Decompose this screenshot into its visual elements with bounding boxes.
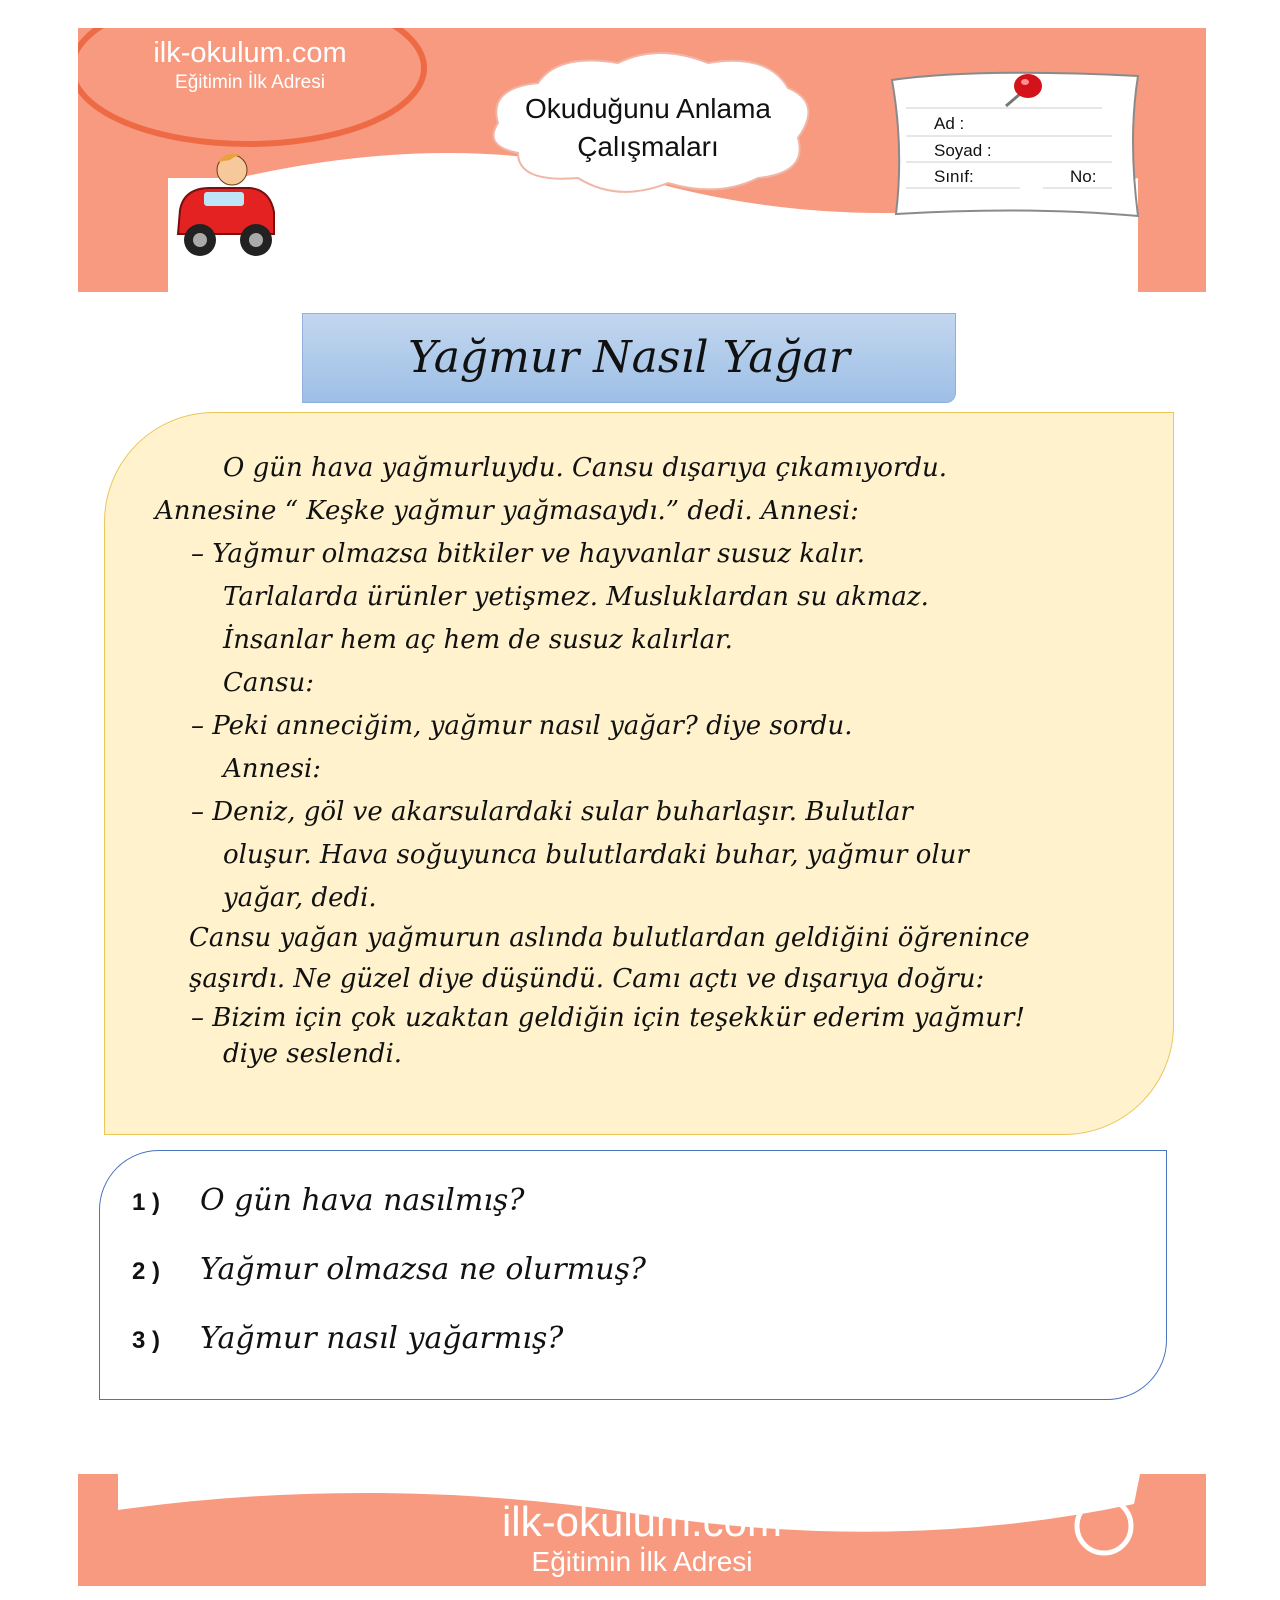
story-line: İnsanlar hem aç hem de susuz kalırlar.	[223, 625, 733, 655]
story-line: Annesi:	[223, 754, 322, 784]
footer-site-tagline: Eğitimin İlk Adresi	[531, 1546, 753, 1577]
story-title: Yağmur Nasıl Yağar	[408, 332, 850, 383]
worksheet-title-line-1: Okuduğunu Anlama	[525, 93, 771, 124]
question-text: Yağmur olmazsa ne olurmuş?	[200, 1252, 647, 1287]
question-text: O gün hava nasılmış?	[200, 1183, 525, 1218]
story-line: – Bizim için çok uzaktan geldiğin için teşekkür ederim yağmur!	[191, 1003, 1025, 1033]
surname-field-label: Soyad :	[934, 141, 992, 160]
story-line: O gün hava yağmurluydu. Cansu dışarıya çıkamıyordu.	[223, 453, 948, 483]
story-line: yağar, dedi.	[223, 883, 377, 913]
footer-site-name: ilk-okulum.com	[501, 1498, 783, 1545]
story-line: şaşırdı. Ne güzel diye düşündü. Camı açtı ve dışarıya doğru:	[189, 964, 985, 994]
push-pin-icon	[996, 68, 1046, 112]
story-line: Annesine “ Keşke yağmur yağmasaydı.” dedi. Annesi:	[155, 496, 859, 526]
story-line: diye seslendi.	[223, 1039, 403, 1069]
page-footer	[78, 1474, 1206, 1586]
question-number: 3 )	[132, 1327, 161, 1354]
site-tagline: Eğitimin İlk Adresi	[175, 72, 325, 93]
story-line: oluşur. Hava soğuyunca bulutlardaki buhar, yağmur olur	[223, 840, 969, 870]
class-field-label: Sınıf:	[934, 167, 974, 186]
worksheet-title-line-2: Çalışmaları	[577, 131, 719, 162]
question-number: 2 )	[132, 1258, 161, 1285]
story-line: – Deniz, göl ve akarsulardaki sular buharlaşır. Bulutlar	[191, 797, 913, 827]
questions-box	[99, 1150, 1167, 1400]
story-line: Cansu:	[223, 668, 314, 698]
name-field-label: Ad :	[934, 114, 965, 133]
story-line: Cansu yağan yağmurun aslında bulutlardan geldiğini öğrenince	[189, 923, 1030, 953]
site-name: ilk-okulum.com	[153, 37, 347, 69]
story-line: Tarlalarda ürünler yetişmez. Musluklardan su akmaz.	[223, 582, 929, 612]
story-title-banner	[302, 313, 956, 403]
story-line: – Peki anneciğim, yağmur nasıl yağar? diye sordu.	[191, 711, 853, 741]
worksheet-title	[488, 90, 808, 166]
question-text: Yağmur nasıl yağarmış?	[200, 1321, 564, 1356]
cartoon-car-icon	[170, 148, 282, 264]
number-field-label: No:	[1070, 167, 1097, 186]
story-line: – Yağmur olmazsa bitkiler ve hayvanlar susuz kalır.	[191, 539, 866, 569]
question-number: 1 )	[132, 1189, 161, 1216]
story-box	[104, 412, 1174, 1135]
page-header	[78, 28, 1206, 292]
